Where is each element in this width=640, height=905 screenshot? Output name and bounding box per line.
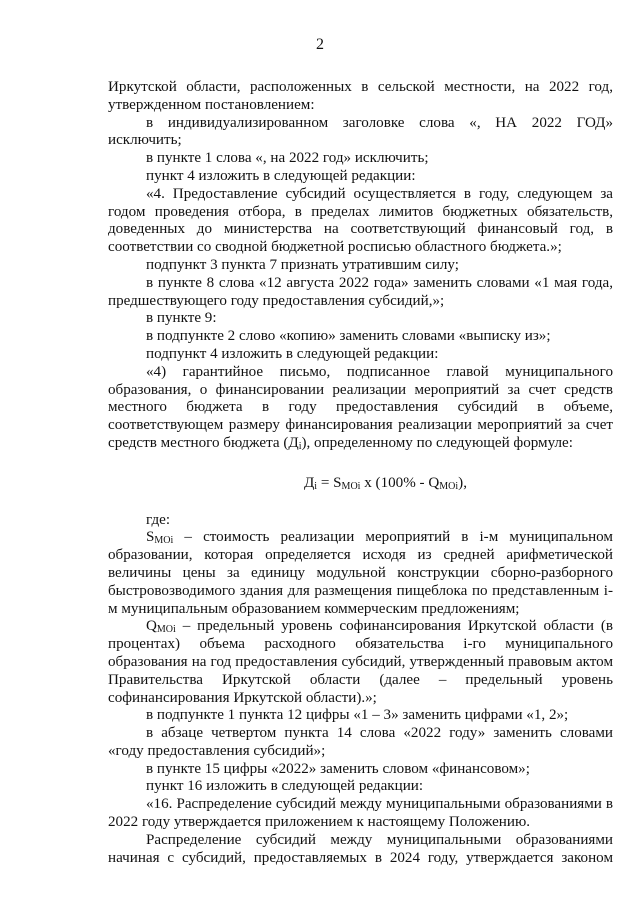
paragraph-11-subscript: i bbox=[298, 440, 302, 452]
paragraph-2: в индивидуализированном заголовке слова «, НА 2022 ГОД» исключить; bbox=[108, 114, 613, 149]
paragraph-5: «4. Предоставление субсидий осуществляется в году, следующем за годом проведения отбора, в пределах лимитов бюджетных обязательств, доведенных до министерства на соответствующий финансовый год, в соответствии со сводной бюджетной росписью областного бюджета.»; bbox=[108, 185, 613, 256]
formula-lhs-sub: i bbox=[314, 480, 318, 492]
paragraph-12: где: bbox=[146, 511, 171, 528]
paragraph-1: Иркутской области, расположенных в сельской местности, на 2022 год, утвержденном постановлением: bbox=[108, 79, 613, 113]
document-body bbox=[108, 79, 613, 867]
paragraph-9: в подпункте 2 слово «копию» заменить словами «выписку из»; bbox=[146, 328, 551, 345]
paragraph-20: Распределение субсидий между муниципальными образованиями начиная с субсидий, предоставляемых в 2024 году, утверждается законом bbox=[108, 831, 613, 866]
paragraph-17: в пункте 15 цифры «2022» заменить словом «финансовом»; bbox=[146, 760, 530, 777]
paragraph-13 bbox=[108, 529, 613, 618]
symbol-s-sub: MOi bbox=[154, 535, 174, 547]
symbol-s: S bbox=[146, 529, 155, 546]
formula-tail: ), bbox=[458, 474, 467, 491]
page-number: 2 bbox=[316, 36, 324, 53]
symbol-q: Q bbox=[146, 618, 157, 635]
formula bbox=[108, 475, 613, 493]
paragraph-6: подпункт 3 пункта 7 признать утратившим силу; bbox=[146, 256, 459, 273]
paragraph-13-text: – стоимость реализации мероприятий в i-м муниципальном образовании, которая определяется исходя из средней арифметической величины цены за единицу модульной конструкции сборно-разборного быстровозводимого здания для размещения пищеблока по представленным i-м муниципальным образованием коммерческим предложениям; bbox=[108, 529, 613, 617]
paragraph-3: в пункте 1 слова «, на 2022 год» исключить; bbox=[146, 150, 429, 167]
paragraph-7: в пункте 8 слова «12 августа 2022 года» заменить словами «1 мая года, предшествующего году предоставления субсидий,»; bbox=[108, 274, 613, 309]
paragraph-14 bbox=[108, 618, 613, 707]
paragraph-10: подпункт 4 изложить в следующей редакции: bbox=[146, 345, 439, 362]
paragraph-14-text: – предельный уровень софинансирования Иркутской области (в процентах) объема расходного обязательства i-го муниципального образования на год предоставления субсидий, утвержденный правовым актом Правительства Иркутской области (далее – предельный уровень софинансирования Иркутской области).»; bbox=[108, 618, 613, 706]
formula-s-sub: MOi bbox=[341, 480, 361, 492]
symbol-q-sub: MOi bbox=[156, 624, 176, 636]
formula-mid: x (100% - Q bbox=[360, 474, 440, 491]
formula-eq: = S bbox=[317, 474, 342, 491]
paragraph-11-text: «4) гарантийное письмо, подписанное главой муниципального образования, о финансировании реализации мероприятий за счет средств местного бюджета в году предоставления субсидий в объеме, соответствующем размеру финансирования реализации мероприятий за счет средств местного бюджета (Д bbox=[108, 363, 613, 451]
formula-lhs: Д bbox=[304, 474, 315, 491]
paragraph-11-tail: ), определенному по следующей формуле: bbox=[301, 434, 573, 451]
paragraph-8: в пункте 9: bbox=[146, 310, 217, 327]
paragraph-11 bbox=[108, 364, 613, 453]
paragraph-15: в подпункте 1 пункта 12 цифры «1 – 3» заменить цифрами «1, 2»; bbox=[146, 707, 569, 724]
formula-q-sub: MOi bbox=[439, 480, 459, 492]
paragraph-18: пункт 16 изложить в следующей редакции: bbox=[146, 778, 424, 795]
paragraph-16: в абзаце четвертом пункта 14 слова «2022 году» заменить словами «году предоставления субсидий»; bbox=[108, 725, 613, 759]
paragraph-19: «16. Распределение субсидий между муниципальными образованиями в 2022 году утверждается приложением к настоящему Положению. bbox=[108, 796, 613, 831]
paragraph-4: пункт 4 изложить в следующей редакции: bbox=[146, 167, 416, 184]
